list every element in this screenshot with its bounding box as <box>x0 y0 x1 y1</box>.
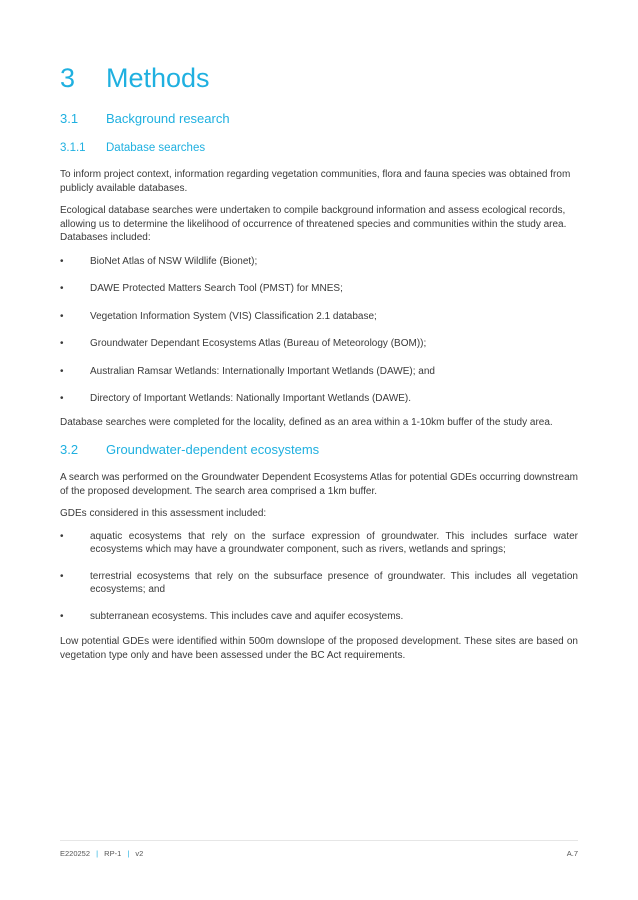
heading-3-2 <box>60 441 578 459</box>
bullet-icon: • <box>60 255 64 267</box>
gde-list <box>60 530 578 624</box>
bullet-icon: • <box>60 393 64 404</box>
list-item: • Directory of Important Wetlands: Nationally Important Wetlands (DAWE). <box>60 393 412 404</box>
heading-3-1-1-title: Database searches <box>106 142 206 154</box>
bullet-icon: • <box>60 310 64 322</box>
heading-3-1 <box>60 110 578 128</box>
paragraph-locality: Database searches were completed for the locality, defined as an area within a 1-10km buffer of the study area. <box>60 416 553 428</box>
heading-3-1-1-number: 3.1.1 <box>60 142 86 154</box>
footer-code: E220252 <box>60 849 91 858</box>
paragraph-context: To inform project context, information regarding vegetation communities, flora and fauna species was obtained from publicly available databases. <box>60 169 571 194</box>
footer-reference <box>60 849 143 858</box>
bullet-icon: • <box>60 570 64 582</box>
list-item: • Australian Ramsar Wetlands: Internationally Important Wetlands (DAWE); and <box>60 365 435 377</box>
page-footer <box>60 840 578 858</box>
list-item: • subterranean ecosystems. This includes cave and aquifer ecosystems. <box>60 610 404 622</box>
bullet-icon: • <box>60 530 64 542</box>
list-item: • DAWE Protected Matters Search Tool (PMST) for MNES; <box>60 283 343 294</box>
page-content <box>60 60 578 662</box>
heading-3-2-title: Groundwater-dependent ecosystems <box>106 442 320 457</box>
database-list <box>60 255 578 406</box>
bullet-icon: • <box>60 365 64 377</box>
heading-3-2-number: 3.2 <box>60 442 79 457</box>
heading-3-1-1 <box>60 140 578 156</box>
list-item: • BioNet Atlas of NSW Wildlife (Bionet); <box>60 255 258 267</box>
footer-report: RP-1 <box>104 849 122 858</box>
bullet-icon: • <box>60 338 64 349</box>
list-item: • terrestrial ecosystems that rely on the subsurface presence of groundwater. This includes all vegetation ecosystems; and <box>60 570 578 595</box>
paragraph-gde-search: A search was performed on the Groundwater Dependent Ecosystems Atlas for potential GDEs occurring downstream of the proposed development. The search area comprised a 1km buffer. <box>60 472 578 497</box>
list-item: • Groundwater Dependant Ecosystems Atlas (Bureau of Meteorology (BOM)); <box>60 338 427 349</box>
list-item: • Vegetation Information System (VIS) Classification 2.1 database; <box>60 310 377 322</box>
page-number: A.7 <box>566 849 578 858</box>
heading-1-number: 3 <box>60 63 76 93</box>
heading-1-title: Methods <box>106 63 210 93</box>
footer-separator: | <box>96 849 99 858</box>
heading-3-1-title: Background research <box>106 111 230 126</box>
footer-separator: | <box>127 849 130 858</box>
list-item: • aquatic ecosystems that rely on the surface expression of groundwater. This includes surface water ecosystems which may have a groundwater component, such as rivers, wetlands and springs; <box>60 530 578 555</box>
heading-3-1-number: 3.1 <box>60 111 79 126</box>
paragraph-gdes-considered: GDEs considered in this assessment included: <box>60 508 267 519</box>
footer-version: v2 <box>135 849 144 858</box>
paragraph-low-potential-gdes: Low potential GDEs were identified within 500m downslope of the proposed development. These sites are based on vegetation type only and have been assessed under the BC Act requirements. <box>60 636 578 661</box>
bullet-icon: • <box>60 610 64 622</box>
bullet-icon: • <box>60 283 64 294</box>
paragraph-database-searches: Ecological database searches were undertaken to compile background information and assess ecological records, allowing us to determine the likelihood of occurrence of threatened species and communities within the study area. Databases included: <box>60 205 567 243</box>
heading-1 <box>60 60 578 96</box>
